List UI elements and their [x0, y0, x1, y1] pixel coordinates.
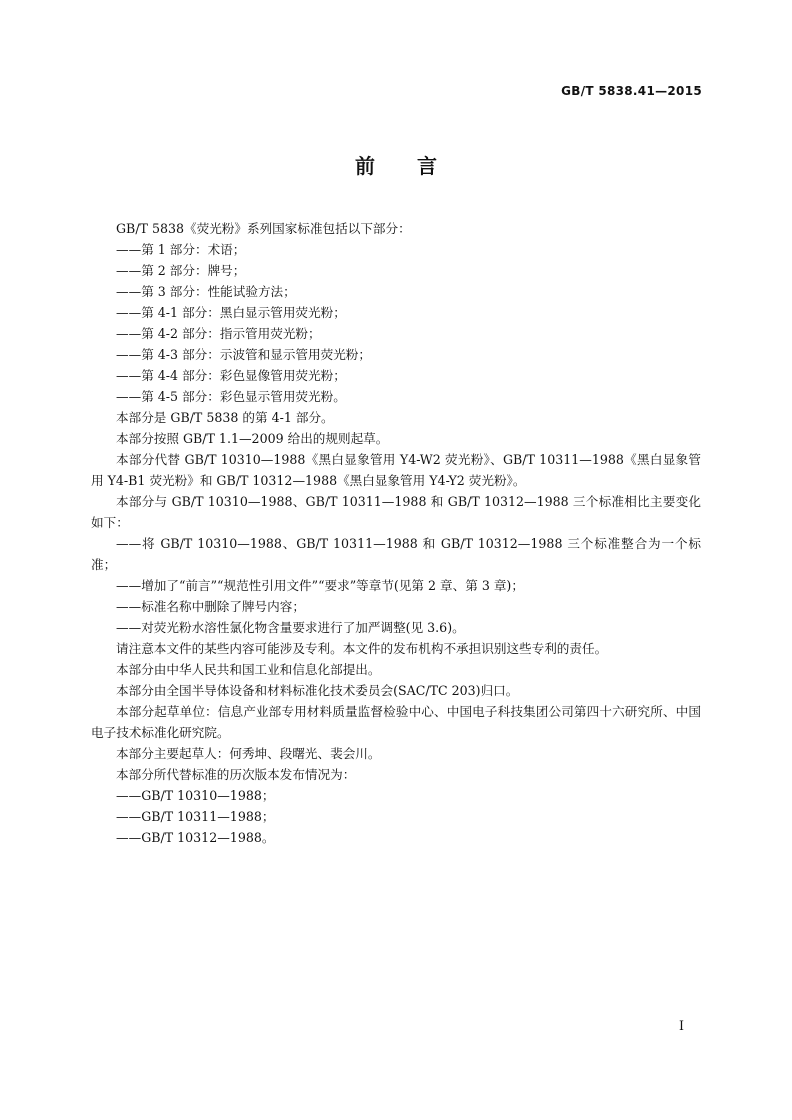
page-title: 前言 [355, 154, 479, 178]
list-item: ——第 1 部分：术语； [116, 242, 246, 257]
list-item: ——GB/T 10312—1988。 [116, 830, 275, 845]
paragraph: 本部分由中华人民共和国工业和信息化部提出。 [116, 662, 381, 677]
paragraph: 本部分按照 GB/T 1.1—2009 给出的规则起草。 [116, 431, 389, 446]
paragraph: GB/T 5838《荧光粉》系列国家标准包括以下部分： [116, 221, 411, 236]
list-item: ——第 3 部分：性能试验方法； [116, 284, 296, 299]
list-item: ——增加了“前言”“规范性引用文件”“要求”等章节(见第 2 章、第 3 章)； [116, 578, 524, 593]
list-item: ——第 2 部分：牌号； [116, 263, 246, 278]
standard-number: GB/T 5838.41—2015 [561, 84, 702, 98]
paragraph: 本部分与 GB/T 10310—1988、GB/T 10311—1988 和 GB/T 10312—1988 三个标准相比主要变化如下： [91, 494, 701, 530]
paragraph: 请注意本文件的某些内容可能涉及专利。本文件的发布机构不承担识别这些专利的责任。 [116, 641, 608, 656]
list-item: ——GB/T 10310—1988； [116, 788, 275, 803]
list-item: ——第 4-3 部分：示波管和显示管用荧光粉； [116, 347, 371, 362]
list-item: ——GB/T 10311—1988； [116, 809, 275, 824]
paragraph: 本部分所代替标准的历次版本发布情况为： [116, 767, 356, 782]
list-item: ——将 GB/T 10310—1988、GB/T 10311—1988 和 GB/T 10312—1988 三个标准整合为一个标准； [91, 536, 701, 572]
paragraph: 本部分是 GB/T 5838 的第 4-1 部分。 [116, 410, 334, 425]
paragraph: 本部分由全国半导体设备和材料标准化技术委员会(SAC/TC 203)归口。 [116, 683, 519, 698]
foreword-body [91, 218, 701, 848]
page-number: I [679, 1018, 684, 1033]
list-item: ——第 4-2 部分：指示管用荧光粉； [116, 326, 321, 341]
list-item: ——第 4-1 部分：黑白显示管用荧光粉； [116, 305, 346, 320]
list-item: ——第 4-4 部分：彩色显像管用荧光粉； [116, 368, 346, 383]
list-item: ——对荧光粉水溶性氯化物含量要求进行了加严调整(见 3.6)。 [116, 620, 465, 635]
list-item: ——标准名称中删除了牌号内容； [116, 599, 305, 614]
paragraph: 本部分代替 GB/T 10310—1988《黑白显象管用 Y4-W2 荧光粉》、GB/T 10311—1988《黑白显象管用 Y4-B1 荧光粉》和 GB/T 10312—1988《黑白显象管用 Y4-Y2 荧光粉》。 [91, 452, 701, 488]
list-item: ——第 4-5 部分：彩色显示管用荧光粉。 [116, 389, 346, 404]
paragraph: 本部分起草单位：信息产业部专用材料质量监督检验中心、中国电子科技集团公司第四十六研究所、中国电子技术标准化研究院。 [91, 704, 701, 740]
paragraph: 本部分主要起草人：何秀坤、段曙光、裴会川。 [116, 746, 381, 761]
